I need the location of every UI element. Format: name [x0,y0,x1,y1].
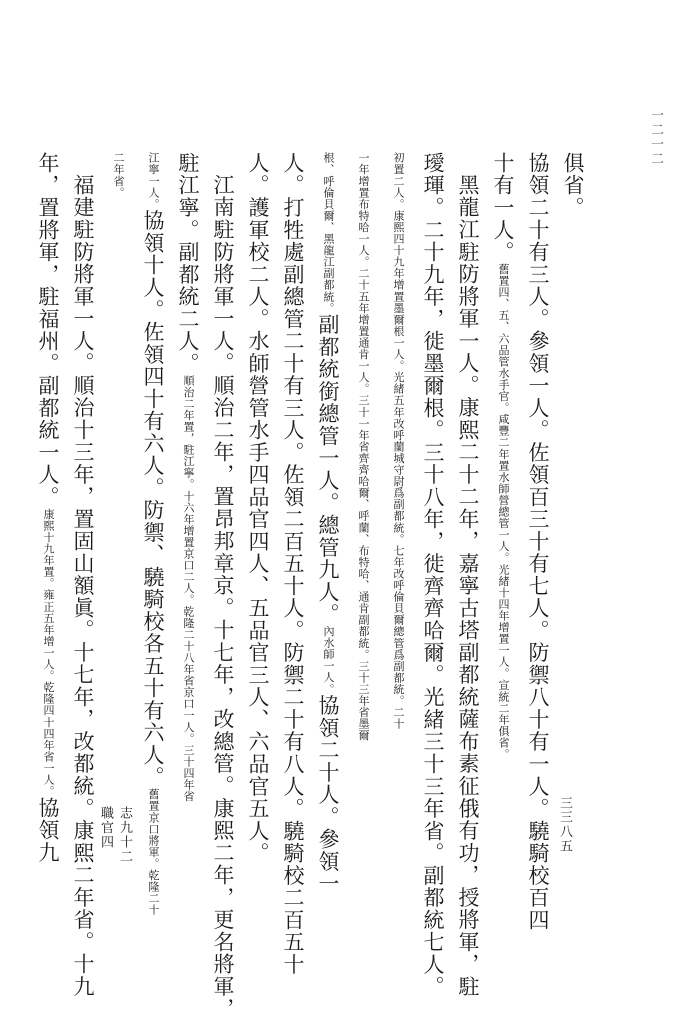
text-column [312,152,344,895]
annotation-note: 康熙十九年置。雍正五年增一人。乾隆四十四年省一人。 [42,508,55,797]
main-text: 黑龍江駐防將軍一人。康熙二十二年，嘉寧古塔副都統薩布素征俄有功，授將軍，駐 [456,174,480,998]
text-column [137,152,169,916]
annotation-note: 江寧一人。 [147,152,160,210]
text-column [417,152,449,998]
main-text: 人。護軍校二人。水師營管水手四品官四人、五品官三人、六品官五人。 [246,152,270,865]
text-column [452,152,484,998]
main-text: 江南駐防將軍一人。順治二年，置昂邦章京。十七年，改總管。康熙二年，更名將軍， [211,174,235,1020]
annotation-note: 舊置四、五、六品管水手官。咸豐二年置水師營總管一人。光緒十四年增置一人。宣統二年俱省。 [497,263,510,760]
text-column [172,152,204,822]
annotation-note: 舊置京口將軍。乾隆二十 [147,788,160,916]
text-column [32,152,64,864]
main-text: 人。打牲處副總管二十有三人。佐領二百五十人。防禦二十有八人。驍騎校二百五十 [281,152,305,976]
main-text: 福建駐防將軍一人。順治十三年，置固山額眞。十七年，改都統。康熙二年省。十九 [71,174,95,998]
main-text: 十有一人。 [491,152,515,264]
main-text: 駐江寧。副都統二人。 [176,152,200,375]
text-column [382,152,414,822]
margin-mark: 一二一二 [648,108,663,167]
text-column [277,152,309,976]
annotation-note: 一年增置布特哈一人。二十五年增置通肯一人。三十一年省齊齊哈爾、呼蘭、布特哈、通肯副都統。三十三年省墨爾 [357,152,370,742]
text-column [102,152,134,822]
main-text: 璦琿。二十九年，徙墨爾根。三十八年，徙齊齊哈爾。光緒三十三年省。副都統七人。 [421,152,445,998]
text-column [67,152,99,998]
text-column [557,152,589,822]
text-column [347,152,379,822]
annotation-note: 內水師一人。 [322,625,335,695]
main-text: 俱省。 [561,152,585,219]
annotation-note: 康熙四十九年增置墨爾根一人。光緒五年改呼蘭城守尉爲副都統。七年改呼倫貝爾總管爲副都統。二十 [392,209,405,730]
annotation-note: 根、呼倫貝爾、黑龍江副都統。 [322,152,335,314]
main-text: 協領十人。佐領四十有六人。防禦、驍騎校各五十有六人。 [141,209,165,789]
main-text: 協領九 [36,796,60,864]
page-number: 三三八五 [557,796,572,854]
text-column [207,152,239,1020]
volume-label: 志九十二 職官四 [98,806,132,879]
main-text: 年，置將軍，駐福州。副都統一人。 [36,152,60,509]
main-text: 協領二十人。參領一 [316,694,340,895]
text-column [242,152,274,865]
main-text: 協領二十有三人。參領一人。佐領百三十有七人。防禦八十有一人。驍騎校百四 [526,152,550,932]
text-column [487,152,519,822]
main-text: 副都統銜總管一人。總管九人。 [316,313,340,626]
annotation-note: 初置二人。 [392,152,405,210]
text-column [522,152,554,932]
annotation-note: 順治二年置，駐江寧。十六年增置京口二人。乾隆二十八年省京口一人。三十四年省 [182,374,195,802]
annotation-note: 二年省。 [112,152,125,199]
